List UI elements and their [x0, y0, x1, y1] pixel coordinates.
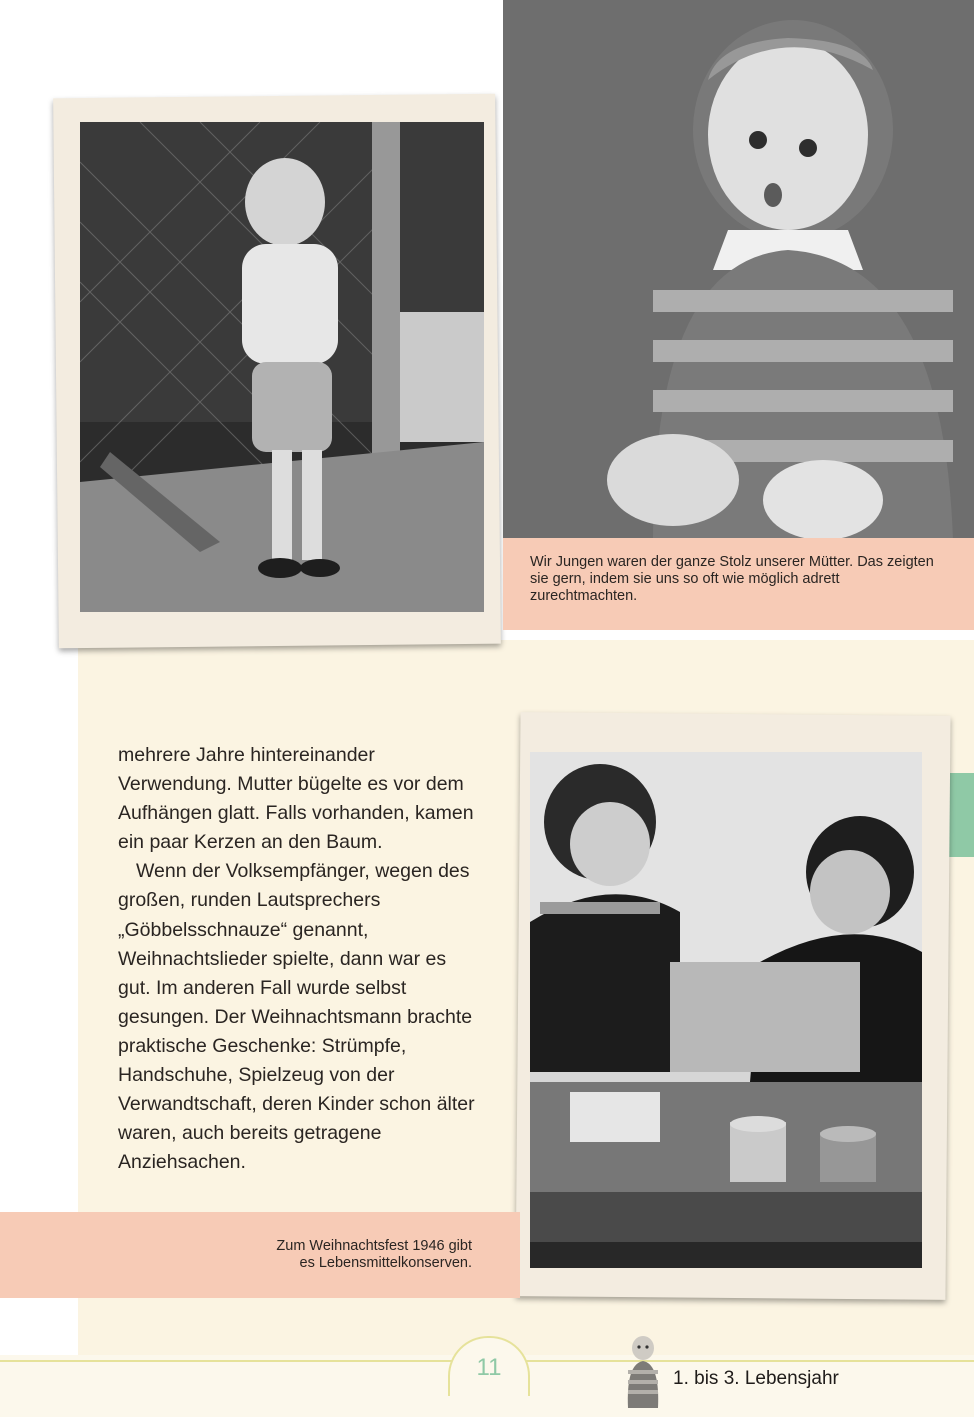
body-paragraph-2: Wenn der Volksempfänger, wegen des großen, runden Lautsprechers „Göbbelsschnauze“ genannt, Weihnachtslieder spielte, dann war es gut. Im anderen Fall wurde selbst gesungen. Der Weihnachtsmann brachte praktische Geschenke: Strümpfe, Handschuhe, Spielzeug von der Verwandtschaft, deren Kinder schon älter waren, auch bereits getragene Anziehsachen.	[118, 860, 475, 1174]
baby-figure-icon	[620, 1334, 666, 1408]
body-paragraph-1: mehrere Jahre hintereinander Verwendung. Mutter bügelte es vor dem Aufhängen glatt. Falls vorhanden, kamen ein paar Kerzen an den Baum.	[118, 744, 474, 854]
toddler-in-striped-cardigan-photo	[503, 0, 974, 538]
chapter-title: 1. bis 3. Lebensjahr	[673, 1368, 839, 1389]
caption-christmas-line-2: es Lebensmittelkonserven.	[299, 1255, 472, 1271]
page-number: 11	[448, 1336, 530, 1396]
caption-christmas-line-1: Zum Weihnachtsfest 1946 gibt	[276, 1238, 472, 1254]
caption-christmas	[180, 1238, 472, 1272]
children-unwrapping-christmas-gifts-photo	[530, 752, 922, 1268]
caption-toddler: Wir Jungen waren der ganze Stolz unserer Mütter. Das zeigten sie gern, indem sie uns so oft wie möglich adrett zurechtmachten.	[530, 554, 934, 604]
body-text	[118, 741, 478, 1177]
boy-at-fence-photo	[80, 122, 484, 612]
